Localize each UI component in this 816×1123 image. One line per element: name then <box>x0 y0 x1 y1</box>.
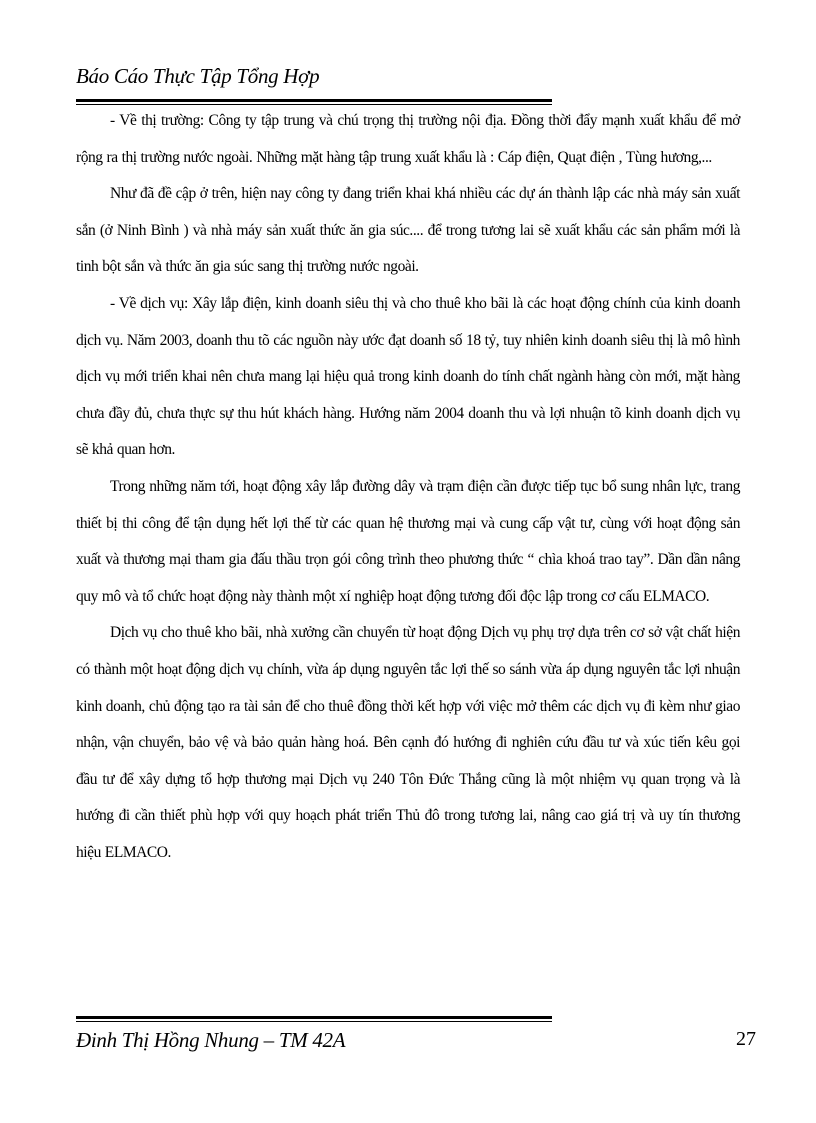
footer-author: Đinh Thị Hồng Nhung – TM 42A <box>76 1028 346 1052</box>
paragraph-market: - Về thị trường: Công ty tập trung và chú trọng thị trường nội địa. Đồng thời đẩy mạnh xuất khẩu để mở rộng ra thị trường nước ngoài. Những mặt hàng tập trung xuất khẩu là : Cáp điện, Quạt điện , Tùng hương,... <box>76 112 740 166</box>
report-body <box>76 103 740 871</box>
paragraph-warehouse: Dịch vụ cho thuê kho bãi, nhà xưởng cần chuyển từ hoạt động Dịch vụ phụ trợ dựa trên cơ sở vật chất hiện có thành một hoạt động dịch vụ chính, vừa áp dụng nguyên tắc lợi thế so sánh vừa áp dụng nguyên tắc lợi nhuận kinh doanh, chủ động tạo ra tài sản để cho thuê đồng thời kết hợp với việc mở thêm các dịch vụ đi kèm như giao nhận, vận chuyển, bảo vệ và bảo quản hàng hoá. Bên cạnh đó hướng đi nghiên cứu đầu tư và xúc tiến kêu gọi đầu tư để xây dựng tổ hợp thương mại Dịch vụ 240 Tôn Đức Thắng cũng là một nhiệm vụ quan trọng và là hướng đi cần thiết phù hợp với quy hoạch phát triển Thủ đô trong tương lai, nâng cao giá trị và uy tín thương hiệu ELMACO. <box>76 624 740 861</box>
page-number: 27 <box>736 1028 756 1050</box>
paragraph-construction: Trong những năm tới, hoạt động xây lắp đường dây và trạm điện cần được tiếp tục bổ sung nhân lực, trang thiết bị thi công để tận dụng hết lợi thế từ các quan hệ thương mại và cung cấp vật tư, cùng với hoạt động sản xuất và thương mại tham gia đấu thầu trọn gói công trình theo phương thức “ chìa khoá trao tay”. Dần dần nâng quy mô và tổ chức hoạt động này thành một xí nghiệp hoạt động tương đối độc lập trong cơ cấu ELMACO. <box>76 477 740 605</box>
footer-double-rule <box>76 1016 552 1022</box>
paragraph-services: - Về dịch vụ: Xây lắp điện, kinh doanh siêu thị và cho thuê kho bãi là các hoạt động chính của kinh doanh dịch vụ. Năm 2003, doanh thu tõ các nguồn này ước đạt doanh số 18 tỷ, tuy nhiên kinh doanh siêu thị là mô hình dịch vụ mới triển khai nên chưa mang lại hiệu quả trong kinh doanh do tính chất ngành hàng còn mới, mặt hàng chưa đầy đủ, chưa thực sự thu hút khách hàng. Hướng năm 2004 doanh thu và lợi nhuận tõ kinh doanh dịch vụ sẽ khả quan hơn. <box>76 294 740 459</box>
paragraph-projects: Như đã đề cập ở trên, hiện nay công ty đang triển khai khá nhiều các dự án thành lập các nhà máy sản xuất sắn (ở Ninh Bình ) và nhà máy sản xuất thức ăn gia súc.... để trong tương lai sẽ xuất khẩu các sản phẩm mới là tinh bột sắn và thức ăn gia súc sang thị trường nước ngoài. <box>76 185 740 276</box>
running-header-title: Báo Cáo Thực Tập Tổng Hợp <box>76 64 320 88</box>
